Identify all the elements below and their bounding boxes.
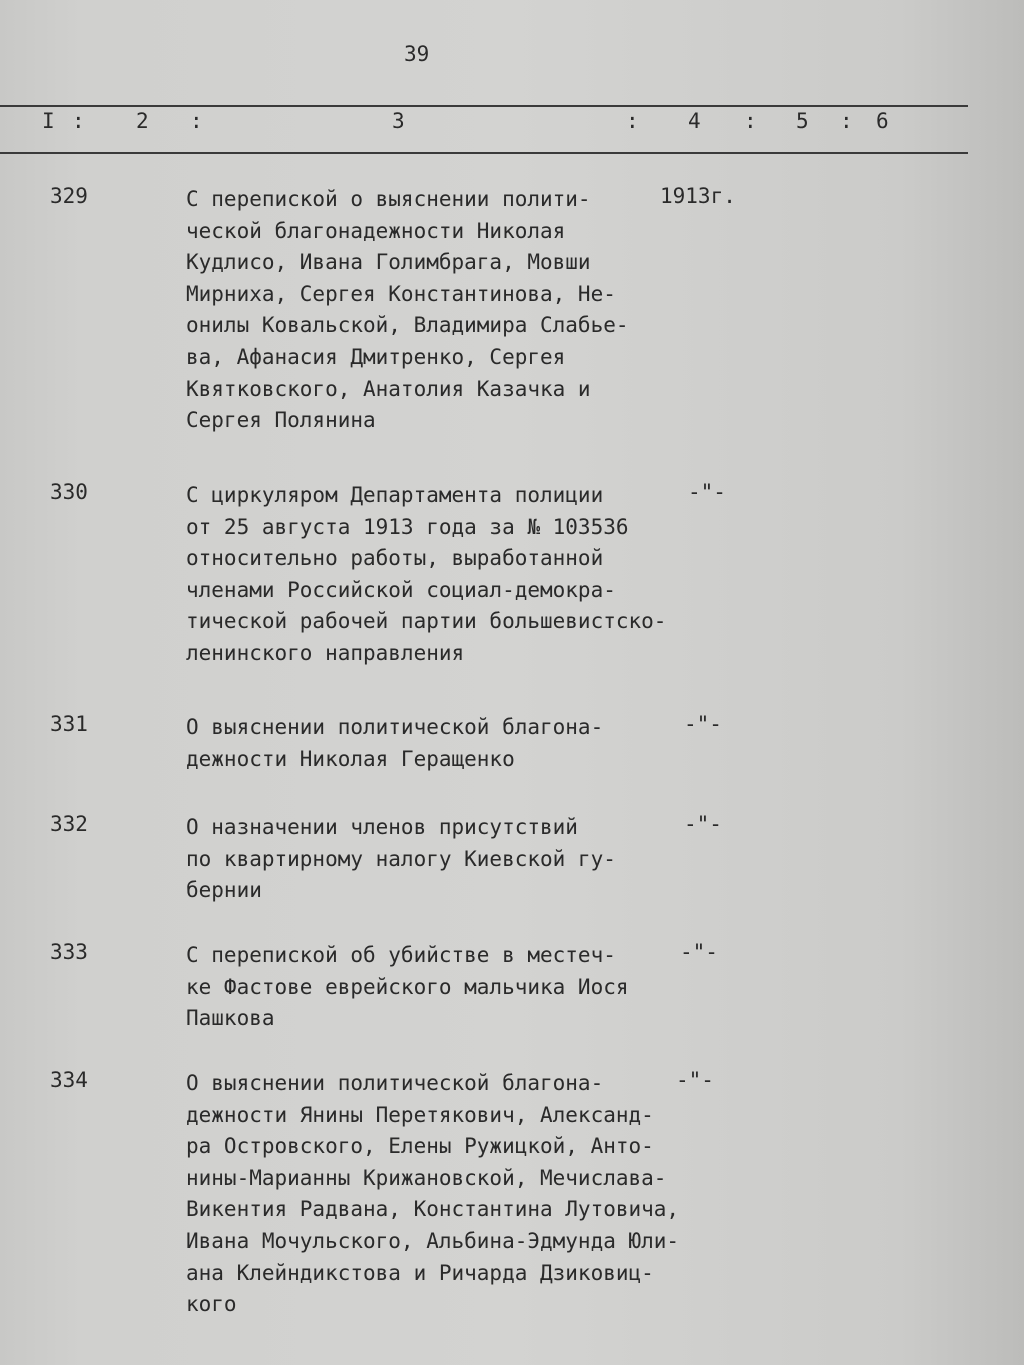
entry-number: 329 bbox=[50, 184, 88, 208]
description-line: тической рабочей партии большевистско- bbox=[186, 609, 667, 634]
description-line: относительно работы, выработанной bbox=[186, 546, 604, 571]
description-line: С перепиской о выяснении полити- bbox=[186, 187, 591, 211]
column-separator: : bbox=[72, 109, 85, 133]
description-line: ра Островского, Елены Ружицкой, Анто- bbox=[186, 1134, 654, 1159]
description-line: кого bbox=[186, 1292, 237, 1317]
description-line: Мирниха, Сергея Константинова, Не- bbox=[186, 281, 616, 306]
description-line: Викентия Радвана, Константина Лутовича, bbox=[186, 1197, 680, 1222]
entry-description bbox=[186, 184, 706, 437]
column-header-2: 2 bbox=[136, 109, 149, 133]
description-line: Квятковского, Анатолия Казачка и bbox=[186, 376, 591, 401]
description-line: от 25 августа 1913 года за № 103536 bbox=[186, 514, 629, 539]
description-line: С циркуляром Департамента полиции bbox=[186, 483, 604, 507]
description-line: О назначении членов присутствий bbox=[186, 815, 578, 839]
entry-date-ditto: -"- bbox=[684, 812, 722, 836]
entry-number: 334 bbox=[50, 1068, 88, 1092]
column-header-5: 5 bbox=[796, 109, 809, 133]
description-line: ана Клейндикстова и Ричарда Дзиковиц- bbox=[186, 1260, 654, 1285]
description-line: О выяснении политической благона- bbox=[186, 1071, 604, 1095]
description-line: ва, Афанасия Дмитренко, Сергея bbox=[186, 344, 566, 369]
entry-date-ditto: -"- bbox=[684, 712, 722, 736]
column-separator: : bbox=[190, 109, 203, 133]
description-line: Ивана Мочульского, Альбина-Эдмунда Юли- bbox=[186, 1228, 680, 1253]
description-line: О выяснении политической благона- bbox=[186, 715, 604, 739]
entry-date: 1913г. bbox=[660, 184, 736, 208]
description-line: членами Российской социал-демокра- bbox=[186, 577, 616, 602]
entry-description bbox=[186, 1068, 706, 1321]
header-top-rule bbox=[0, 105, 968, 107]
description-line: дежности Николая Геращенко bbox=[186, 746, 515, 771]
description-line: бернии bbox=[186, 878, 262, 903]
description-line: С перепиской об убийстве в местеч- bbox=[186, 943, 616, 967]
description-line: ке Фастове еврейского мальчика Иося bbox=[186, 974, 629, 999]
header-bottom-rule bbox=[0, 152, 968, 154]
column-header-1: I bbox=[42, 109, 55, 133]
description-line: Сергея Полянина bbox=[186, 408, 376, 433]
entry-number: 333 bbox=[50, 940, 88, 964]
entry-number: 331 bbox=[50, 712, 88, 736]
page-number: 39 bbox=[404, 42, 430, 66]
entry-description bbox=[186, 812, 706, 907]
entry-date-ditto: -"- bbox=[676, 1068, 714, 1092]
entry-description bbox=[186, 940, 706, 1035]
description-line: ческой благонадежности Николая bbox=[186, 218, 566, 243]
column-header-4: 4 bbox=[688, 109, 701, 133]
entry-number: 332 bbox=[50, 812, 88, 836]
description-line: онилы Ковальской, Владимира Слабье- bbox=[186, 313, 629, 338]
description-line: Кудлисо, Ивана Голимбрага, Мовши bbox=[186, 250, 591, 275]
entry-date-ditto: -"- bbox=[680, 940, 718, 964]
column-separator: : bbox=[626, 109, 639, 133]
column-separator: : bbox=[840, 109, 853, 133]
entry-date-ditto: -"- bbox=[688, 480, 726, 504]
description-line: нины-Марианны Крижановской, Мечислава- bbox=[186, 1165, 667, 1190]
entry-description bbox=[186, 712, 706, 775]
entry-description bbox=[186, 480, 706, 670]
column-separator: : bbox=[744, 109, 757, 133]
entry-number: 330 bbox=[50, 480, 88, 504]
column-header-6: 6 bbox=[876, 109, 889, 133]
column-header-3: 3 bbox=[392, 109, 405, 133]
description-line: дежности Янины Перетякович, Александ- bbox=[186, 1102, 654, 1127]
description-line: по квартирному налогу Киевской гу- bbox=[186, 846, 616, 871]
description-line: ленинского направления bbox=[186, 640, 465, 665]
description-line: Пашкова bbox=[186, 1006, 275, 1031]
